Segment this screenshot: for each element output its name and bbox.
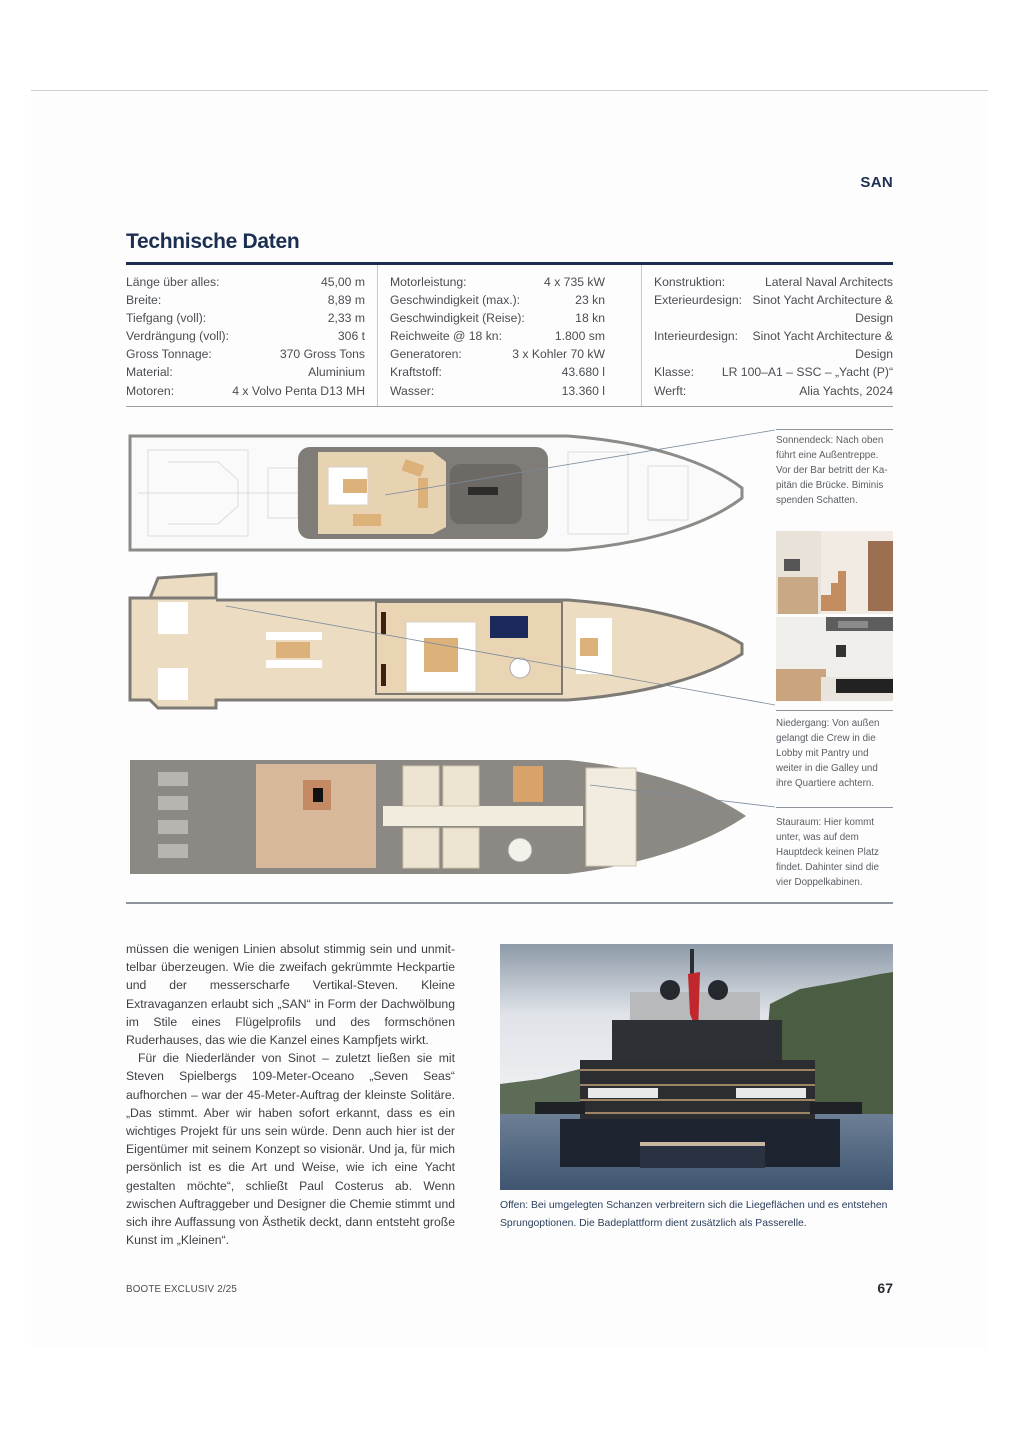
sundeck-bar-counter	[418, 478, 428, 508]
yacht-cushions-left	[588, 1088, 658, 1098]
maindeck-aft-sofa	[158, 602, 188, 634]
maindeck-fore-table	[580, 638, 598, 656]
yacht-bulwark-right	[810, 1102, 862, 1114]
footer-page-number: 67	[877, 1280, 893, 1296]
photo-galley	[776, 617, 893, 701]
callout-companionway: Niedergang: Von außen gelangt die Crew in die Lobby mit Pantry und weiter in die Galley und ihre Quartiere achtern.	[776, 718, 880, 790]
spec-column-2	[378, 265, 642, 406]
spec-value: 4 x 735 kW	[544, 275, 605, 289]
spec-row	[654, 273, 893, 291]
yacht-swim-platform-deck	[640, 1142, 765, 1146]
spec-label: Motoren:	[126, 383, 175, 398]
yacht-radome-left	[660, 980, 680, 1000]
spec-value: 8,89 m	[327, 293, 365, 308]
callout-rule	[776, 429, 893, 430]
yacht-radome-right	[708, 980, 728, 1000]
spec-column-1	[126, 265, 378, 406]
spec-label: Werft:	[654, 383, 687, 398]
callout-sundeck: Sonnendeck: Nach oben führt eine Außentreppe. Vor der Bar betritt der Kapitän die Brücke. Biminis spenden Schatten.	[776, 435, 888, 507]
lowerdeck-owner-cabin	[586, 768, 636, 866]
photo-lobby-pantry	[776, 531, 893, 614]
sundeck-plan	[128, 432, 748, 554]
spec-row	[654, 363, 893, 381]
running-head: SAN	[860, 174, 893, 191]
maindeck-door-stbd	[381, 664, 386, 686]
sundeck-bench	[353, 514, 381, 526]
maindeck-door-port	[381, 612, 386, 634]
spec-label: Wasser:	[390, 383, 435, 398]
plans-bottom-rule	[126, 902, 893, 904]
yacht-deckhouse	[612, 1020, 782, 1060]
spec-value: Sinot Yacht Architecture & Design	[752, 329, 893, 362]
spec-row	[390, 291, 605, 309]
maindeck-spiral-stair	[510, 658, 530, 678]
yacht-swim-platform	[640, 1144, 765, 1168]
top-rule	[31, 90, 988, 91]
spec-value: Aluminium	[308, 365, 365, 380]
spec-label: Exterieurdesign:	[654, 293, 743, 308]
spec-value: Alia Yachts, 2024	[799, 383, 893, 398]
maindeck-aft-sofa-2	[158, 668, 188, 700]
callout-rule	[776, 807, 893, 808]
spec-row	[126, 345, 365, 363]
spec-row	[390, 273, 605, 291]
maindeck-plan	[128, 572, 748, 712]
footer-publication: BOOTE EXCLUSIV 2/25	[126, 1284, 238, 1295]
spec-column-3	[642, 265, 893, 406]
spec-value: 13.360 l	[561, 383, 605, 398]
spec-row	[126, 363, 365, 381]
spec-label: Kraftstoff:	[390, 365, 442, 380]
spec-label: Interieurdesign:	[654, 329, 739, 344]
spec-row	[126, 309, 365, 327]
spec-row	[126, 327, 365, 345]
spec-value: 370 Gross Tons	[279, 347, 365, 362]
spec-label: Gross Tonnage:	[126, 347, 212, 362]
spec-value: 45,00 m	[320, 275, 365, 289]
spec-value: Lateral Naval Architects	[764, 275, 893, 289]
spec-row	[126, 291, 365, 309]
spec-row	[654, 327, 893, 363]
spec-label: Tiefgang (voll):	[126, 311, 207, 326]
yacht-bulwark-left	[535, 1102, 585, 1114]
section-title: Technische Daten	[126, 230, 300, 253]
lowerdeck-spiral-stair	[508, 838, 532, 862]
spec-row	[654, 382, 893, 400]
sundeck-helm-console	[468, 487, 498, 495]
maindeck-bench-bottom	[266, 660, 322, 668]
spec-label: Reichweite @ 18 kn:	[390, 329, 502, 344]
spec-value: 2,33 m	[327, 311, 365, 326]
spec-label: Motorleistung:	[390, 275, 467, 289]
lowerdeck-corridor	[383, 806, 583, 826]
spec-value: LR 100–A1 – SSC – „Yacht (P)“	[721, 365, 893, 380]
spec-value: 306 t	[337, 329, 365, 344]
spec-label: Konstruktion:	[654, 275, 726, 289]
spec-row	[390, 382, 605, 400]
spec-label: Material:	[126, 365, 173, 380]
article-body	[126, 940, 455, 1249]
spec-row	[390, 345, 605, 363]
spec-label: Geschwindigkeit (max.):	[390, 293, 521, 308]
spec-label: Breite:	[126, 293, 162, 308]
callout-rule	[776, 710, 893, 711]
sundeck-table	[343, 479, 367, 493]
spec-value: 3 x Kohler 70 kW	[512, 347, 605, 362]
lowerdeck-crew-area	[256, 764, 376, 868]
callout-storage: Stauraum: Hier kommt unter, was auf dem Hauptdeck keinen Platz findet. Dahinter sind die vier Doppelkabinen.	[776, 817, 879, 889]
spec-table	[126, 265, 893, 406]
spec-row	[126, 382, 365, 400]
spec-label: Klasse:	[654, 365, 694, 380]
spec-value: 1.800 sm	[554, 329, 605, 344]
spec-row	[654, 291, 893, 327]
photo-yacht-stern	[500, 944, 893, 1190]
lowerdeck-hatch	[313, 788, 323, 802]
spec-row	[126, 273, 365, 291]
spec-label: Geschwindigkeit (Reise):	[390, 311, 525, 326]
table-bottom-rule	[126, 406, 893, 407]
spec-label: Verdrängung (voll):	[126, 329, 229, 344]
lowerdeck-storage	[513, 766, 543, 802]
maindeck-coffee-table	[424, 638, 458, 672]
spec-value: Sinot Yacht Architecture & Design	[752, 293, 893, 326]
yacht-cushions-right	[736, 1088, 806, 1098]
article-paragraph: Für die Niederländer von Sinot – zuletzt ließen sie mit Steven Spielbergs 109-Meter-Oceano „Seven Seas“ aufhorchen – war der 45-Meter-Auftrag der kleinste Solitäre. „Das stimmt. Aber wir haben sofort erkannt, dass es ein wichtiges Projekt für uns sein würde. Denn auch hier ist der Eigentümer mit seinem Konzept so visionär. Und ja, für mich persönlich ist es die Art und Weise, wie ich eine Yacht gestalten möchte“, schließt Paul Costerus ab. Wenn zwischen Auftraggeber und Designer die Chemie stimmt und sich ihre Auffassung von Ästhetik deckt, dann entsteht große Kunst im „Kleinen“.	[126, 1051, 455, 1248]
spec-row	[390, 309, 605, 327]
spec-label: Länge über alles:	[126, 275, 220, 289]
maindeck-pool-hatch	[490, 616, 528, 638]
photo-caption: Offen: Bei umgelegten Schanzen verbreitern sich die Liegeflächen und es entstehen Sprungoptionen. Die Badeplattform dient zusätzlich als Passerelle.	[500, 1200, 888, 1229]
spec-value: 4 x Volvo Penta D13 MH	[232, 383, 365, 398]
lowerdeck-plan	[128, 758, 748, 878]
maindeck-bench-top	[266, 632, 322, 640]
spec-value: 23 kn	[575, 293, 605, 308]
spec-value: 43.680 l	[561, 365, 605, 380]
article-paragraph: müssen die wenigen Linien absolut stimmig sein und unmittelbar überzeugen. Wie die zweifach gekrümmte Heckpartie und der messerscharfe Vertikal-Steven. Kleine Extravaganzen erlaubt sich „SAN“ in Form der Dachwölbung im Stile eines Flügelprofils und des formschönen Ruderhauses, das wie die Kanzel eines Kampfjets wirkt.	[126, 942, 455, 1048]
spec-row	[390, 327, 605, 345]
spec-value: 18 kn	[575, 311, 605, 326]
spec-row	[390, 363, 605, 381]
spec-label: Generatoren:	[390, 347, 462, 362]
maindeck-dining-table	[276, 642, 310, 658]
